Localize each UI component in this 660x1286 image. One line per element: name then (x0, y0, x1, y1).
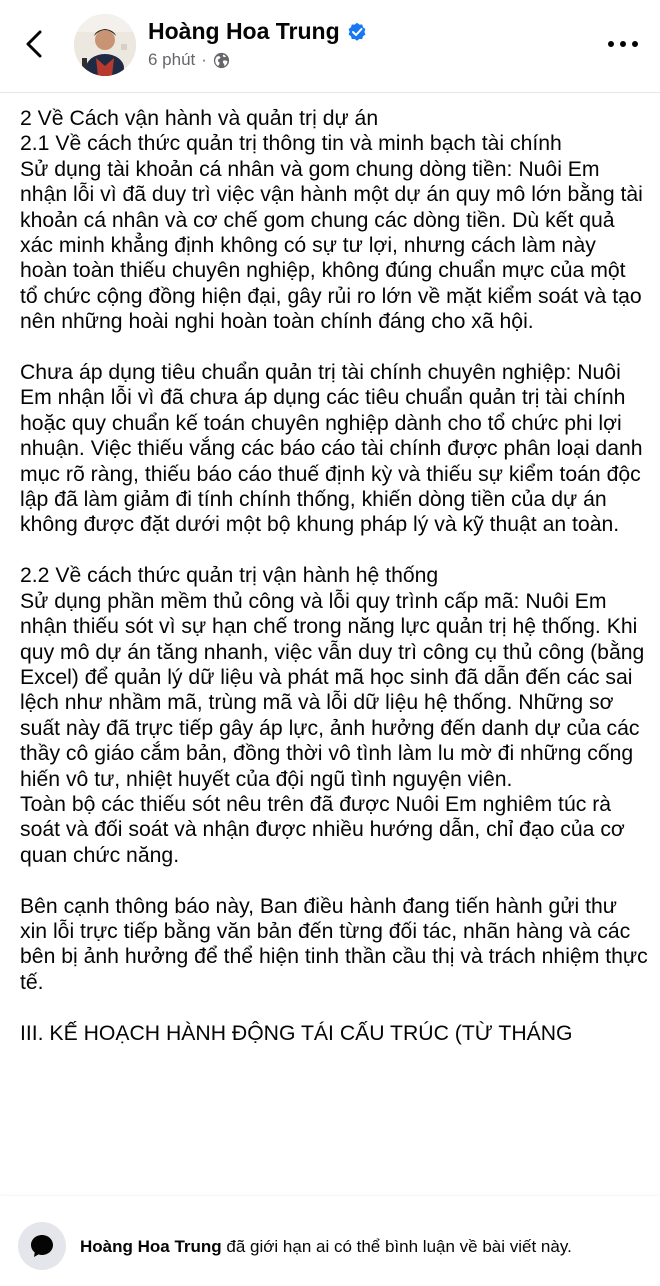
post-line: 2.2 Về cách thức quản trị vận hành hệ thống (20, 564, 439, 588)
post-line: 2 Về Cách vận hành và quản trị dự án (20, 107, 379, 130)
more-dot (620, 41, 626, 47)
post-text (20, 106, 648, 1196)
back-button[interactable] (14, 22, 54, 66)
author-name[interactable]: Hoàng Hoa Trung (148, 18, 340, 44)
post-header (0, 0, 660, 93)
footer-author-name[interactable]: Hoàng Hoa Trung (80, 1237, 222, 1256)
comment-bubble-icon (29, 1233, 55, 1259)
more-options-button[interactable] (608, 32, 638, 56)
post-line: Sử dụng phần mềm thủ công và lỗi quy trình cấp mã: Nuôi Em nhận thiếu sót vì sự hạn chế trong năng lực quản trị hệ thống. Khi quy mô dự án tăng nhanh, việc vẫn duy trì công cụ thủ công (bằng Excel) để quản lý dữ liệu và phát mã học sinh đã dẫn đến các sai lệch như nhầm mã, trùng mã và lỗi dữ liệu hệ thống. Những sơ suất này đã trực tiếp gây áp lực, ảnh hưởng đến danh dự của các thầy cô giáo cắm bản, đồng thời vô tình làm lu mờ đi những cống hiến vô tư, nhiệt huyết của đội ngũ tình nguyện viên. (20, 589, 645, 791)
post-line: Toàn bộ các thiếu sót nêu trên đã được Nuôi Em nghiêm túc rà soát và đối soát và nhận được nhiều hướng dẫn, chỉ đạo của cơ quan chức năng. (20, 792, 625, 867)
paragraph-gap (20, 335, 648, 360)
footer-message: đã giới hạn ai có thể bình luận về bài viết này. (221, 1237, 572, 1256)
paragraph-gap (20, 538, 648, 563)
chevron-left-icon (23, 29, 45, 59)
post-line: Sử dụng tài khoản cá nhân và gom chung dòng tiền: Nuôi Em nhận lỗi vì đã duy trì việc vận hành một dự án quy mô lớn bằng tài khoản cá nhân và cơ chế gom chung các dòng tiền. Dù kết quả xác minh khẳng định không có sự tư lợi, nhưng cách làm này hoàn toàn thiếu chuyên nghiệp, không đúng chuẩn mực của một tổ chức cộng đồng hiện đại, gây rủi ro lớn về mặt kiểm soát và tạo nên những hoài nghi hoàn toàn chính đáng cho xã hội. (20, 157, 643, 334)
post-meta (148, 50, 230, 70)
paragraph-gap (20, 868, 648, 893)
meta-separator: · (201, 50, 207, 69)
post-line: Bên cạnh thông báo này, Ban điều hành đang tiến hành gửi thư xin lỗi trực tiếp bằng văn bản đến từng đối tác, nhãn hàng và các bên bị ảnh hưởng để thể hiện tinh thần cầu thị và trách nhiệm thực tế. (20, 894, 648, 994)
comment-icon-wrap (18, 1222, 66, 1270)
verified-badge-icon (347, 22, 367, 42)
avatar-image (74, 14, 136, 76)
post-line: Chưa áp dụng tiêu chuẩn quản trị tài chính chuyên nghiệp: Nuôi Em nhận lỗi vì đã chưa áp dụng các tiêu chuẩn quản trị tài chính hoặc quy chuẩn kế toán chuyên nghiệp dành cho tổ chức phi lợi nhuận. Việc thiếu vắng các báo cáo tài chính được phân loại danh mục rõ ràng, thiếu báo cáo thuế định kỳ và thiếu sự kiểm toán độc lập đã làm giảm đi tính chính thống, khiến dòng tiền của dự án không được đặt dưới một bộ khung pháp lý và kỹ thuật an toàn. (20, 361, 643, 537)
more-dot (608, 41, 614, 47)
globe-icon[interactable] (213, 52, 230, 69)
avatar[interactable] (74, 14, 136, 76)
comment-restriction-text (80, 1237, 572, 1257)
post-time[interactable]: 6 phút (148, 50, 196, 69)
post-line: 2.1 Về cách thức quản trị thông tin và minh bạch tài chính (20, 132, 562, 156)
post-line: III. KẾ HOẠCH HÀNH ĐỘNG TÁI CẤU TRÚC (TỪ THÁNG (20, 1021, 573, 1045)
comment-restriction-bar (0, 1196, 660, 1286)
paragraph-gap (20, 995, 648, 1020)
more-dot (632, 41, 638, 47)
author-name-row[interactable] (148, 18, 367, 45)
